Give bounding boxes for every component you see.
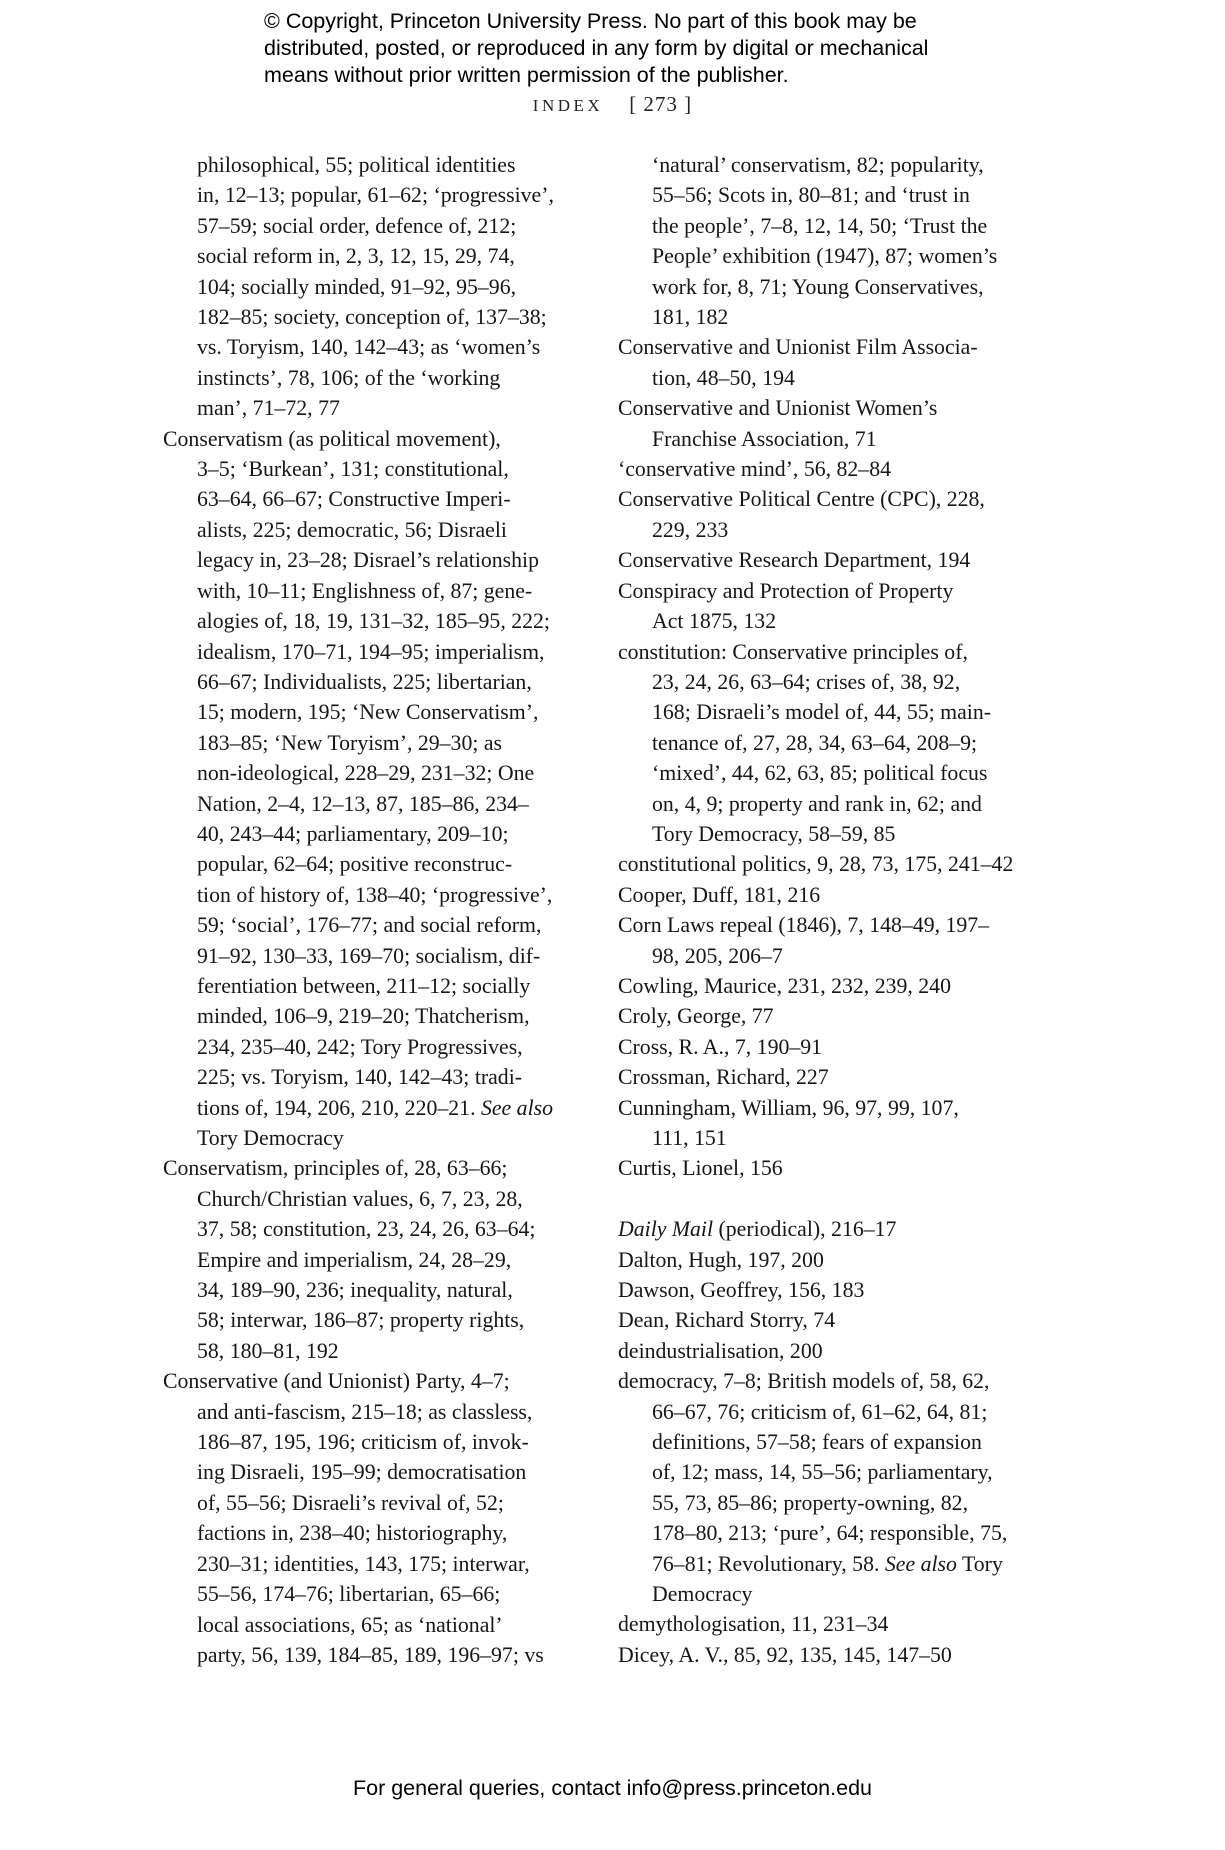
index-entry <box>618 576 1068 637</box>
see-also-label: See also <box>480 1095 554 1120</box>
entry-text: constitution: Conservative principles of, 23, 24, 26, 63–64; crises of, 38, 92, 168; Disraeli’s model of, 44, 55; main- tenance of, 27, 28, 34, 63–64, 208–9; ‘mixed’, 44, 62, 63, 85; political focus on, 4, 9; property and rank in, 62; and Tory Democracy, 58–59, 85 <box>618 639 992 846</box>
index-entry <box>618 484 1068 545</box>
index-entry <box>163 1366 583 1670</box>
index-entry <box>618 1305 1068 1335</box>
entry-text: Cunningham, William, 96, 97, 99, 107, 111, 151 <box>618 1095 959 1150</box>
index-column-right <box>618 150 1068 1670</box>
entry-text: philosophical, 55; political identities in, 12–13; popular, 61–62; ‘progressive’, 57–59; social order, defence of, 212; social reform in, 2, 3, 12, 15, 29, 74, 104; socially minded, 91–92, 95–96, 182–85; society, conception of, 137–38; vs. Toryism, 140, 142–43; as ‘women’s instincts’, 78, 106; of the ‘working man’, 71–72, 77 <box>197 153 554 421</box>
entry-text: Conservative Research Department, 194 <box>618 548 971 573</box>
index-entry <box>163 1153 583 1366</box>
section-title: INDEX <box>532 96 604 115</box>
entry-text: Conservatism (as political movement), 3–5; ‘Burkean’, 131; constitutional, 63–64, 66–67; Constructive Imperi- alists, 225; democratic, 56; Disraeli legacy in, 23–28; Disrael’s relationship with, 10–11; Englishness of, 87; gene- alogies of, 18, 19, 131–32, 185–95, 222; idealism, 170–71, 194–95; imperialism, 66–67; Individualists, 225; libertarian, 15; modern, 195; ‘New Conservatism’, 183–85; ‘New Toryism’, 29–30; as non-ideological, 228–29, 231–32; One Nation, 2–4, 12–13, 87, 185–86, 234– 40, 243–44; parliamentary, 209–10; popular, 62–64; positive reconstruc- tion of history of, 138–40; ‘progressive’, 59; ‘social’, 176–77; and social reform, 91–92, 130–33, 169–70; socialism, dif- ferentiation between, 211–12; socially minded, 106–9, 219–20; Thatcherism, 234, 235–40, 242; Tory Progressives, 225; vs. Toryism, 140, 142–43; tradi- tions of, 194, 206, 210, 220–21. <box>163 426 553 1120</box>
see-also-label: See also <box>884 1551 957 1576</box>
entry-text: constitutional politics, 9, 28, 73, 175, 241–42 <box>618 852 1014 877</box>
index-entry <box>618 637 1068 850</box>
entry-text: Curtis, Lionel, 156 <box>618 1156 783 1181</box>
index-entry <box>618 1153 1068 1183</box>
index-entry <box>163 150 583 424</box>
entry-text: Cowling, Maurice, 231, 232, 239, 240 <box>618 973 951 998</box>
page-number: [ 273 ] <box>629 92 693 116</box>
copyright-line: © Copyright, Princeton University Press. No part of this book may be <box>264 9 917 33</box>
index-entry <box>618 1001 1068 1031</box>
entry-text: Corn Laws repeal (1846), 7, 148–49, 197– 98, 205, 206–7 <box>618 913 990 968</box>
index-entry <box>618 910 1068 971</box>
index-entry <box>618 545 1068 575</box>
entry-text: Conservative (and Unionist) Party, 4–7; and anti-fascism, 215–18; as classless, 186–87, 195, 196; criticism of, invok- ing Disraeli, 195–99; democratisation of, 55–56; Disraeli’s revival of, 52; factions in, 238–40; historiography, 230–31; identities, 143, 175; interwar, 55–56, 174–76; libertarian, 65–66; local associations, 65; as ‘national’ party, 56, 139, 184–85, 189, 196–97; vs <box>163 1369 544 1667</box>
entry-text: democracy, 7–8; British models of, 58, 62, 66–67, 76; criticism of, 61–62, 64, 81; definitions, 57–58; fears of expansion of, 12; mass, 14, 55–56; parliamentary, 55, 73, 85–86; property-owning, 82, 178–80, 213; ‘pure’, 64; responsible, 75, 76–81; Revolutionary, 58. <box>618 1369 1008 1576</box>
entry-text: Croly, George, 77 <box>618 1004 774 1029</box>
footer-contact: For general queries, contact info@press.princeton.edu <box>352 1776 872 1800</box>
index-entry <box>618 971 1068 1001</box>
entry-text: Conspiracy and Protection of Property Act 1875, 132 <box>618 578 954 634</box>
copyright-line: means without prior written permission of the publisher. <box>264 63 789 87</box>
index-entry <box>618 393 1068 454</box>
index-entry <box>618 332 1068 393</box>
index-entry <box>618 1032 1068 1062</box>
index-entry <box>618 1093 1068 1154</box>
entry-text: demythologisation, 11, 231–34 <box>618 1612 889 1637</box>
index-column-left <box>163 150 583 1670</box>
entry-text: Conservative and Unionist Women’s Franchise Association, 71 <box>618 396 938 451</box>
entry-text: Tory Democracy <box>197 1126 344 1150</box>
index-entry <box>618 880 1068 910</box>
copyright-notice <box>264 8 1024 89</box>
index-entry <box>618 1214 1068 1244</box>
entry-text: deindustrialisation, 200 <box>618 1338 823 1363</box>
index-entry <box>618 849 1068 879</box>
index-entry <box>618 1366 1068 1609</box>
entry-text: Dawson, Geoffrey, 156, 183 <box>618 1278 865 1303</box>
index-entry <box>618 1640 1068 1670</box>
entry-text: Dicey, A. V., 85, 92, 135, 145, 147–50 <box>618 1642 952 1667</box>
index-entry <box>618 1336 1068 1366</box>
entry-text: Cross, R. A., 7, 190–91 <box>618 1034 823 1059</box>
entry-text: Cooper, Duff, 181, 216 <box>618 882 821 907</box>
entry-text: (periodical), 216–17 <box>713 1217 897 1242</box>
index-entry <box>618 1062 1068 1092</box>
periodical-title: Daily Mail <box>618 1217 714 1242</box>
entry-text: ‘conservative mind’, 56, 82–84 <box>618 457 892 482</box>
entry-text: Crossman, Richard, 227 <box>618 1065 829 1090</box>
index-entry <box>618 1275 1068 1305</box>
entry-text: ‘natural’ conservatism, 82; popularity, 55–56; Scots in, 80–81; and ‘trust in the people’, 7–8, 12, 14, 50; ‘Trust the People’ exhibition (1947), 87; women’s work for, 8, 71; Young Conservatives, 181, 182 <box>652 153 998 330</box>
index-entry <box>163 424 583 1154</box>
running-head <box>0 92 1225 117</box>
copyright-line: distributed, posted, or reproduced in any form by digital or mechanical <box>264 36 929 60</box>
entry-text: Dean, Richard Storry, 74 <box>618 1308 836 1333</box>
index-entry <box>618 150 1068 332</box>
entry-text: Conservatism, principles of, 28, 63–66; Church/Christian values, 6, 7, 23, 28, 37, 58; constitution, 23, 24, 26, 63–64; Empire and imperialism, 24, 28–29, 34, 189–90, 236; inequality, natural, 58; interwar, 186–87; property rights, 58, 180–81, 192 <box>163 1156 536 1363</box>
entry-text: Dalton, Hugh, 197, 200 <box>618 1247 824 1272</box>
entry-text: Conservative Political Centre (CPC), 228, 229, 233 <box>618 487 985 542</box>
index-entry <box>618 1609 1068 1639</box>
entry-text: Conservative and Unionist Film Associa- tion, 48–50, 194 <box>618 335 978 390</box>
index-entry <box>618 454 1068 484</box>
entry-text: Tory Democracy <box>652 1551 1003 1607</box>
index-entry <box>618 1245 1068 1275</box>
